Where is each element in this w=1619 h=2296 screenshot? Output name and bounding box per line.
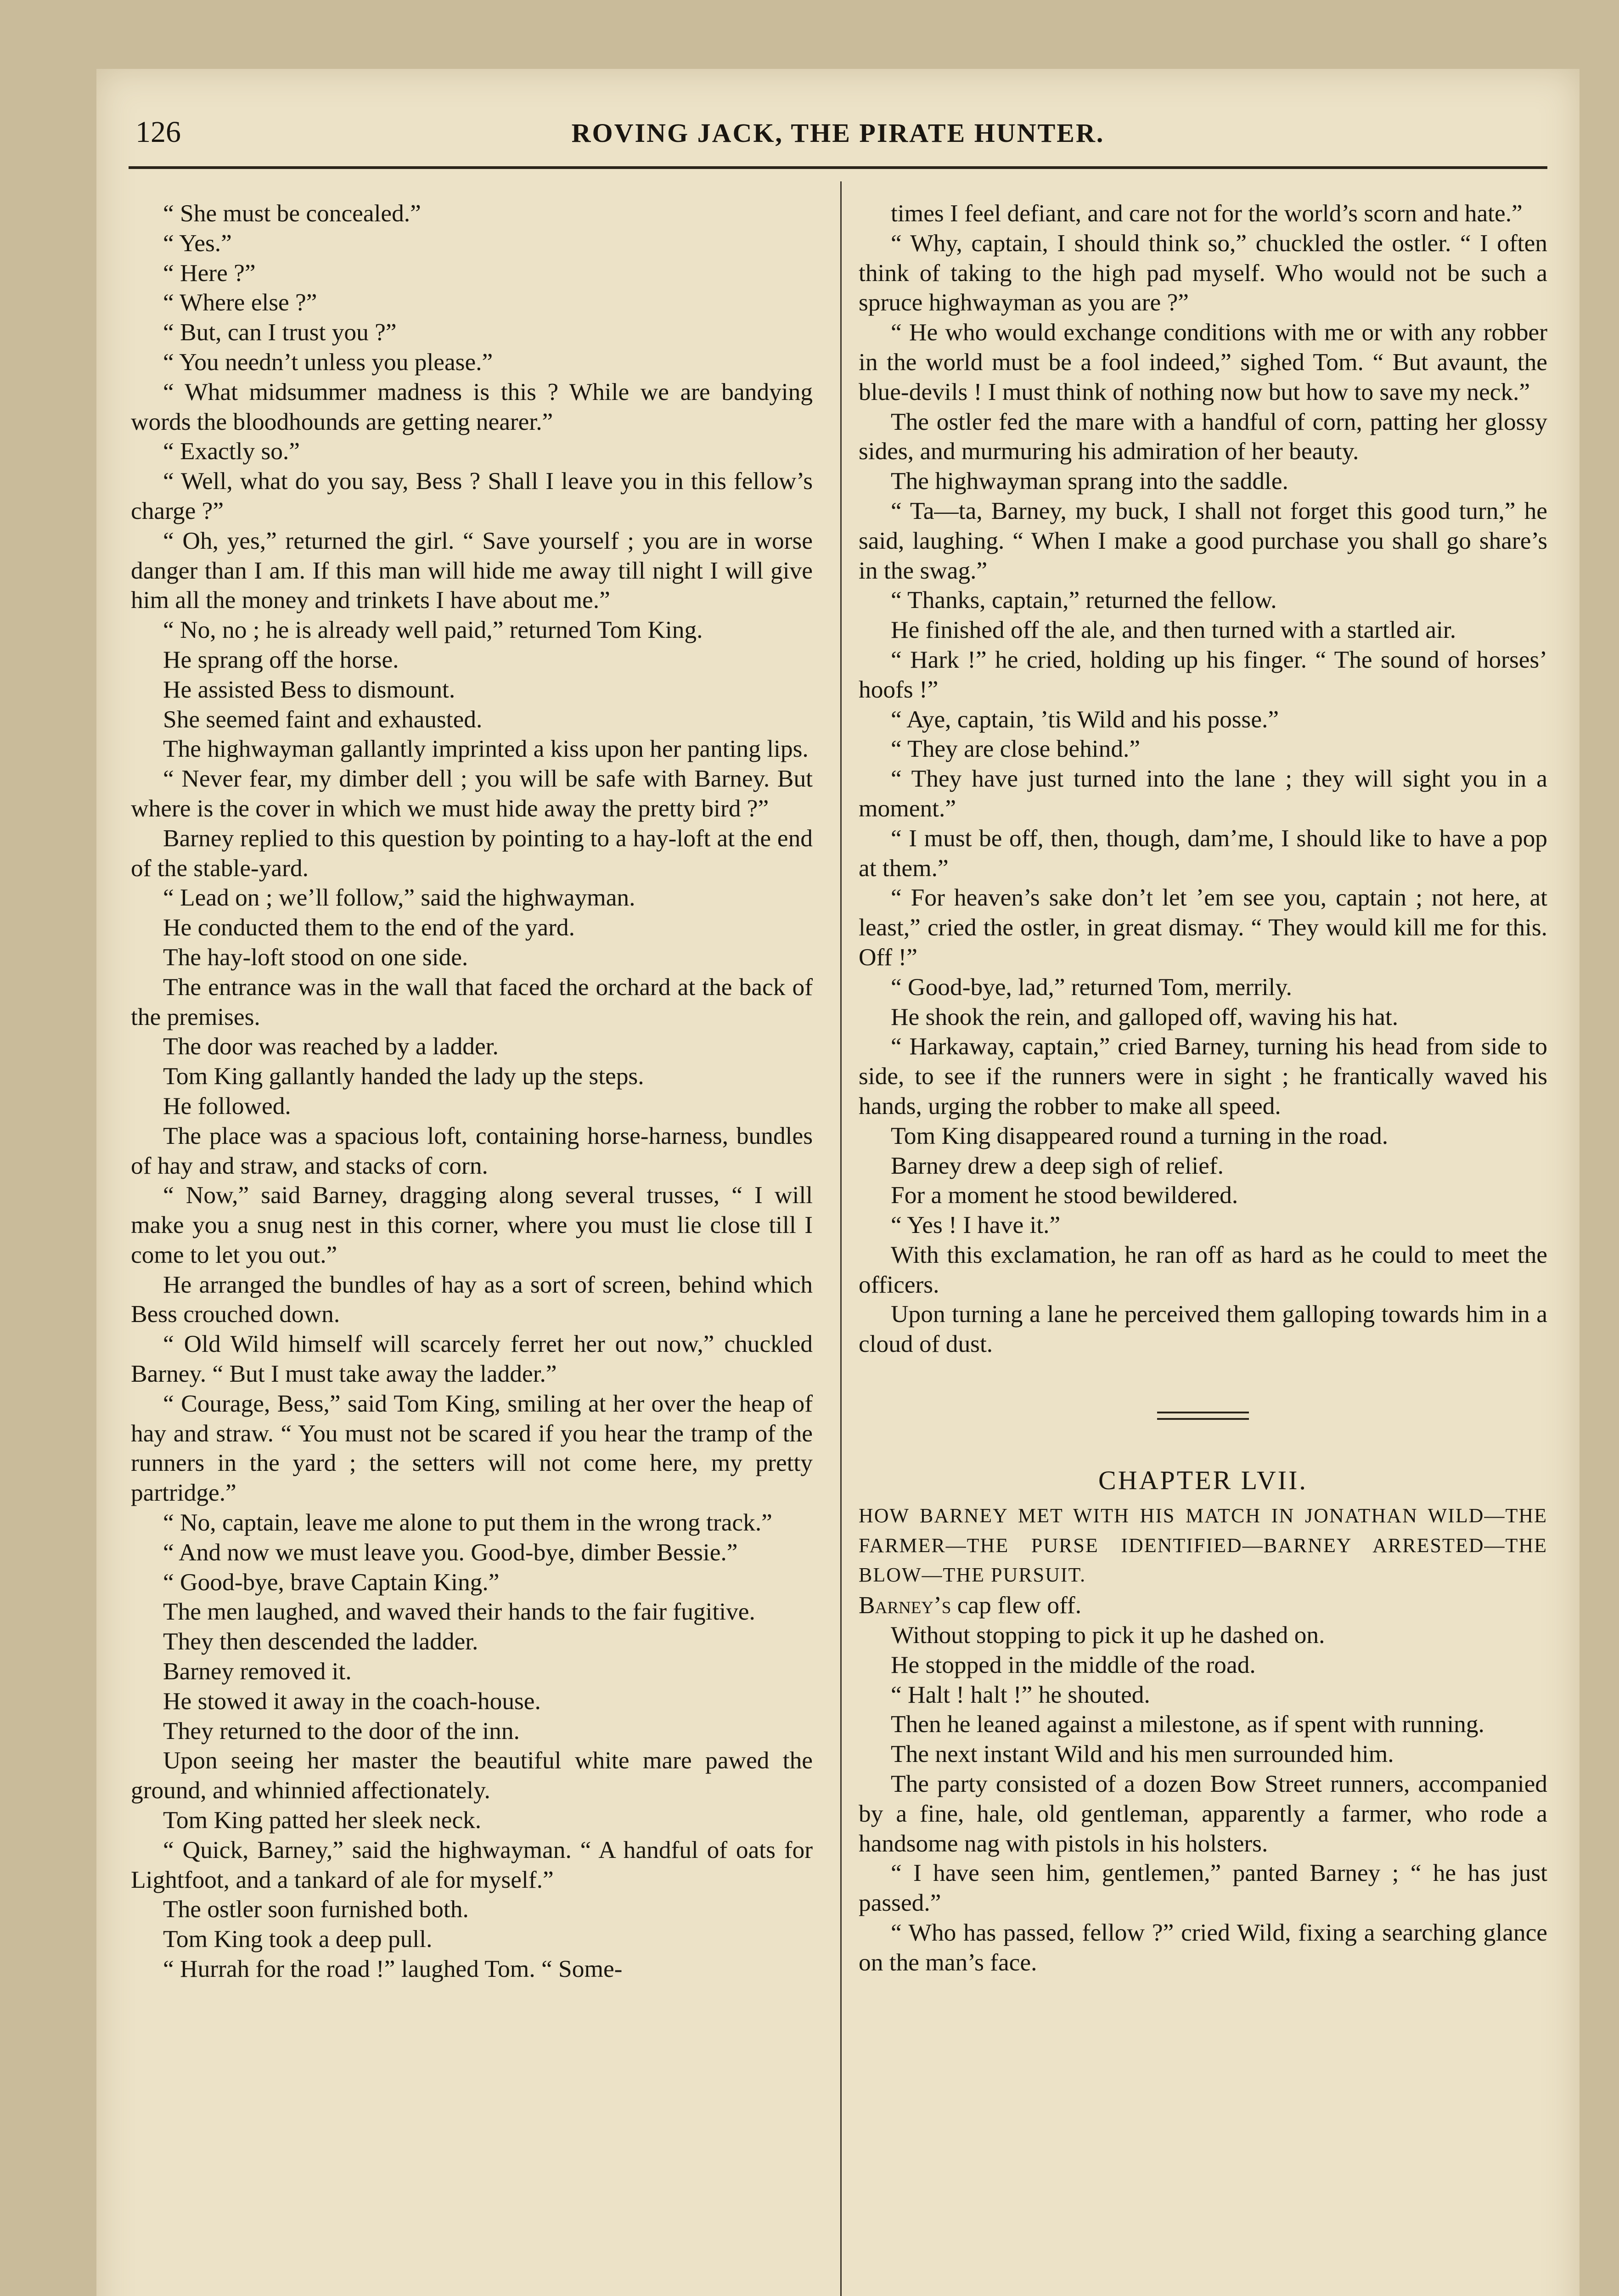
paragraph: The hay-loft stood on one side. — [163, 943, 468, 971]
paragraph: The highwayman sprang into the saddle. — [891, 467, 1288, 495]
paragraph: Tom King took a deep pull. — [163, 1925, 433, 1953]
paragraph: Barney drew a deep sigh of relief. — [891, 1151, 1224, 1179]
paragraph: “ Ta—ta, Barney, my buck, I shall not forget this good turn,” he said, laughing. “ When I make a good purchase you shall go share’s in the swag.” — [859, 496, 1547, 584]
paragraph: “ Quick, Barney,” said the highwayman. “ A handful of oats for Lightfoot, and a tankard of ale for myself.” — [131, 1835, 813, 1893]
paragraph: The men laughed, and waved their hands to the fair fugitive. — [163, 1598, 755, 1626]
paragraph: He finished off the ale, and then turned with a startled air. — [891, 616, 1456, 644]
paragraph: “ Good-bye, brave Captain King.” — [163, 1568, 500, 1596]
paragraph: The highwayman gallantly imprinted a kiss upon her panting lips. — [163, 735, 809, 763]
paragraph: For a moment he stood bewildered. — [891, 1181, 1238, 1209]
paragraph: “ I must be off, then, though, dam’me, I should like to have a pop at them.” — [859, 824, 1547, 882]
paragraph: He shook the rein, and galloped off, waving his hat. — [891, 1002, 1399, 1030]
paragraph: Then he leaned against a milestone, as if spent with running. — [891, 1710, 1484, 1738]
chapter-summary: HOW BARNEY MET WITH HIS MATCH IN JONATHAN WILD—THE FARMER—THE PURSE IDENTIFIED—BARNEY ARRESTED—THE BLOW—THE PURSUIT. — [859, 1504, 1547, 1587]
paragraph: “ Well, what do you say, Bess ? Shall I leave you in this fellow’s charge ?” — [131, 467, 813, 524]
paragraph: Without stopping to pick it up he dashed on. — [891, 1621, 1325, 1649]
paragraph: “ Never fear, my dimber dell ; you will be safe with Barney. But where is the cover in which we must hide away the pretty bird ?” — [131, 765, 813, 822]
paragraph: Tom King gallantly handed the lady up the steps. — [163, 1062, 644, 1090]
paragraph: The entrance was in the wall that faced the orchard at the back of the premises. — [131, 973, 813, 1030]
paragraph: The ostler soon furnished both. — [163, 1895, 469, 1923]
paragraph: “ Here ?” — [163, 259, 256, 287]
chapter-opening-paragraph — [859, 1590, 1547, 1620]
paragraph: He arranged the bundles of hay as a sort of screen, behind which Bess crouched down. — [131, 1270, 813, 1328]
paragraph: He conducted them to the end of the yard. — [163, 913, 575, 941]
paragraph: He stopped in the middle of the road. — [891, 1650, 1256, 1678]
paragraph: “ You needn’t unless you please.” — [163, 348, 493, 376]
paragraph: “ Hark !” he cried, holding up his finger. “ The sound of horses’ hoofs !” — [859, 645, 1547, 703]
paragraph: “ They are close behind.” — [891, 735, 1141, 763]
paragraph: The door was reached by a ladder. — [163, 1032, 499, 1060]
paragraph: Barney replied to this question by pointing to a hay-loft at the end of the stable-yard. — [131, 824, 813, 882]
paragraph: Tom King patted her sleek neck. — [163, 1806, 482, 1834]
paragraph: “ Lead on ; we’ll follow,” said the highwayman. — [163, 884, 635, 912]
right-column-text — [859, 198, 1547, 1359]
paragraph: “ No, captain, leave me alone to put them in the wrong track.” — [163, 1508, 772, 1536]
paragraph: “ Why, captain, I should think so,” chuckled the ostler. “ I often think of taking to the high pad myself. Who would not be such a spruce highwayman as you are ?” — [859, 229, 1547, 316]
paragraph: “ Exactly so.” — [163, 437, 300, 465]
paragraph: “ He who would exchange conditions with me or with any robber in the world must be a fool indeed,” sighed Tom. “ But avaunt, the blue-devils ! I must think of nothing now but how to save my neck.” — [859, 318, 1547, 405]
paragraph: Upon seeing her master the beautiful white mare pawed the ground, and whinnied affectionately. — [131, 1746, 813, 1804]
paragraph: The party consisted of a dozen Bow Street runners, accompanied by a fine, hale, old gentleman, apparently a farmer, who rode a handsome nag with pistols in his holsters. — [859, 1770, 1547, 1857]
paragraph: times I feel defiant, and care not for the world’s scorn and hate.” — [891, 199, 1523, 227]
paragraph: “ Halt ! halt !” he shouted. — [891, 1680, 1150, 1708]
paragraph: Tom King disappeared round a turning in the road. — [891, 1121, 1389, 1149]
paragraph: “ I have seen him, gentlemen,” panted Barney ; “ he has just passed.” — [859, 1859, 1547, 1917]
paragraph: “ Old Wild himself will scarcely ferret her out now,” chuckled Barney. “ But I must take away the ladder.” — [131, 1330, 813, 1388]
paragraph: “ She must be concealed.” — [163, 199, 421, 227]
chapter-opening-word: Barney’s — [859, 1591, 951, 1619]
paragraph: The place was a spacious loft, containing horse-harness, bundles of hay and straw, and stacks of corn. — [131, 1121, 813, 1179]
right-column — [859, 198, 1547, 1977]
paragraph: “ Harkaway, captain,” cried Barney, turning his head from side to side, to see if the runners were in sight ; he frantically waved his hands, urging the robber to make all speed. — [859, 1032, 1547, 1120]
paragraph: Upon turning a lane he perceived them galloping towards him in a cloud of dust. — [859, 1300, 1547, 1358]
paragraph: With this exclamation, he ran off as hard as he could to meet the officers. — [859, 1240, 1547, 1298]
paragraph: “ They have just turned into the lane ; they will sight you in a moment.” — [859, 765, 1547, 822]
paragraph: The ostler fed the mare with a handful of corn, patting her glossy sides, and murmuring his admiration of her beauty. — [859, 407, 1547, 465]
paragraph: “ And now we must leave you. Good-bye, dimber Bessie.” — [163, 1538, 738, 1566]
paragraph: Barney removed it. — [163, 1657, 352, 1685]
chapter-heading: CHAPTER LVII. — [1098, 1465, 1308, 1496]
paragraph: He sprang off the horse. — [163, 645, 399, 673]
left-column — [131, 198, 813, 1984]
paragraph: “ Oh, yes,” returned the girl. “ Save yourself ; you are in worse danger than I am. If this man will hide me away till night I will give him all the money and trinkets I have about me.” — [131, 526, 813, 614]
paragraph: “ Yes.” — [163, 229, 232, 257]
paragraph: “ Aye, captain, ’tis Wild and his posse.” — [891, 705, 1279, 733]
paragraph: She seemed faint and exhausted. — [163, 705, 483, 733]
paragraph: “ But, can I trust you ?” — [163, 318, 397, 346]
paragraph: “ Courage, Bess,” said Tom King, smiling at her over the heap of hay and straw. “ You must not be scared if you hear the tramp of the runners in the yard ; the setters will not come here, my pretty partridge.” — [131, 1389, 813, 1507]
book-page — [96, 69, 1580, 2296]
paragraph: “ Where else ?” — [163, 288, 317, 316]
paragraph: “ Yes ! I have it.” — [891, 1211, 1061, 1239]
paragraph: “ Hurrah for the road !” laughed Tom. “ Some- — [163, 1955, 623, 1983]
running-title: ROVING JACK, THE PIRATE HUNTER. — [571, 118, 1105, 148]
paragraph: They returned to the door of the inn. — [163, 1716, 520, 1745]
paragraph: He stowed it away in the coach-house. — [163, 1687, 541, 1715]
section-ornament — [1157, 1412, 1249, 1420]
header-rule — [129, 166, 1547, 169]
paragraph: “ Thanks, captain,” returned the fellow. — [891, 586, 1277, 614]
paragraph: He assisted Bess to dismount. — [163, 675, 455, 703]
paragraph: “ Now,” said Barney, dragging along several trusses, “ I will make you a snug nest in this corner, where you must lie close till I come to let you out.” — [131, 1181, 813, 1268]
paragraph: The next instant Wild and his men surrounded him. — [891, 1740, 1394, 1768]
paragraph: “ Who has passed, fellow ?” cried Wild, fixing a searching glance on the man’s face. — [859, 1919, 1547, 1976]
paragraph: “ Good-bye, lad,” returned Tom, merrily. — [891, 973, 1292, 1001]
paragraph: “ For heaven’s sake don’t let ’em see you, captain ; not here, at least,” cried the ostler, in great dismay. “ They would kill me for this. Off !” — [859, 884, 1547, 971]
paragraph: They then descended the ladder. — [163, 1627, 478, 1655]
chapter-opening-rest: cap flew off. — [951, 1591, 1082, 1619]
paragraph: “ No, no ; he is already well paid,” returned Tom King. — [163, 616, 703, 644]
paragraph: He followed. — [163, 1092, 291, 1120]
page-number: 126 — [135, 115, 181, 149]
paragraph: “ What midsummer madness is this ? While we are bandying words the bloodhounds are getting nearer.” — [131, 377, 813, 435]
chapter-text — [859, 1620, 1547, 1977]
column-divider — [840, 181, 842, 2296]
